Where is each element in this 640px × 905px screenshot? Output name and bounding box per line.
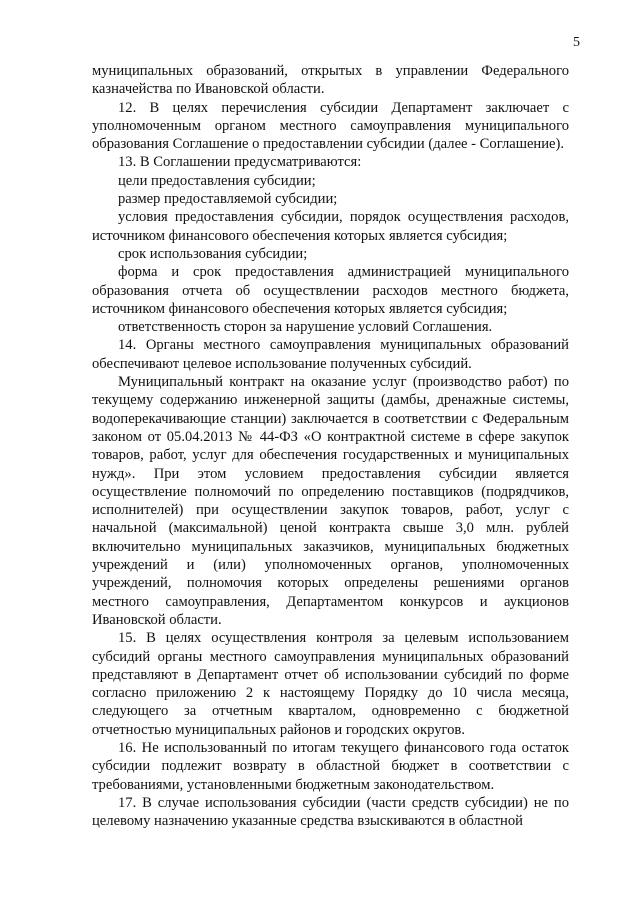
- paragraph-continuation: муниципальных образований, открытых в управлении Федерального казначейства по Ивановской области.: [92, 63, 569, 98]
- paragraph-13: 13. В Соглашении предусматриваются:: [118, 154, 362, 171]
- paragraph-12: 12. В целях перечисления субсидии Департамент заключает с уполномоченным органом местного самоуправления муниципального образования Соглашение о предоставлении субсидии (далее - Соглашение).: [92, 99, 569, 153]
- list-item-amount: размер предоставляемой субсидии;: [118, 191, 338, 208]
- list-item-conditions: условия предоставления субсидии, порядок осуществления расходов, источником финансового обеспечения которых является субсидия;: [92, 209, 569, 244]
- paragraph-17: 17. В случае использования субсидии (части средств субсидии) не по целевому назначению указанные средства взыскиваются в областной: [92, 794, 569, 830]
- list-item-liability: ответственность сторон за нарушение условий Соглашения.: [118, 319, 493, 336]
- document-body: [92, 62, 569, 830]
- list-item-term: срок использования субсидии;: [118, 245, 308, 262]
- paragraph-14: 14. Органы местного самоуправления муниципальных образований обеспечивают целевое использование полученных субсидий.: [92, 337, 569, 372]
- page-number: 5: [573, 35, 580, 50]
- paragraph-16: 16. Не использованный по итогам текущего финансового года остаток субсидии подлежит возврату в областной бюджет в соответствии с требованиями, установленными бюджетным законодательством.: [92, 739, 569, 793]
- list-item-report-form: форма и срок предоставления администрацией муниципального образования отчета об осуществлении расходов местного бюджета, источником финансового обеспечения которых является субсидия;: [92, 264, 569, 317]
- list-item-goals: цели предоставления субсидии;: [118, 172, 316, 189]
- paragraph-municipal-contract: Муниципальный контракт на оказание услуг (производство работ) по текущему содержанию инженерной защиты (дамбы, дренажные системы, водоперекачивающие станции) заключается в соответствии с Федеральным законом от 05.04.2013 № 44-ФЗ «О контрактной системе в сфере закупок товаров, работ, услуг для обеспечения государственных и муниципальных нужд». При этом условием предоставления субсидии является осуществление полномочий по определению поставщиков (подрядчиков, исполнителей) при осуществлении закупок товаров, работ, услуг с начальной (максимальной) ценой контракта свыше 3,0 млн. рублей включительно муниципальных заказчиков, муниципальных бюджетных учреждений и (или) уполномоченных органов, уполномоченных учреждений, полномочия которых определены решениями органов местного самоуправления, Департаментом конкурсов и аукционов Ивановской области.: [92, 374, 569, 628]
- paragraph-15: 15. В целях осуществления контроля за целевым использованием субсидий органы местного самоуправления муниципальных образований представляют в Департамент отчет об использовании субсидий по форме согласно приложению 2 к настоящему Порядку до 10 числа месяца, следующего за отчетным кварталом, одновременно с бюджетной отчетностью муниципальных районов и городских округов.: [92, 630, 569, 738]
